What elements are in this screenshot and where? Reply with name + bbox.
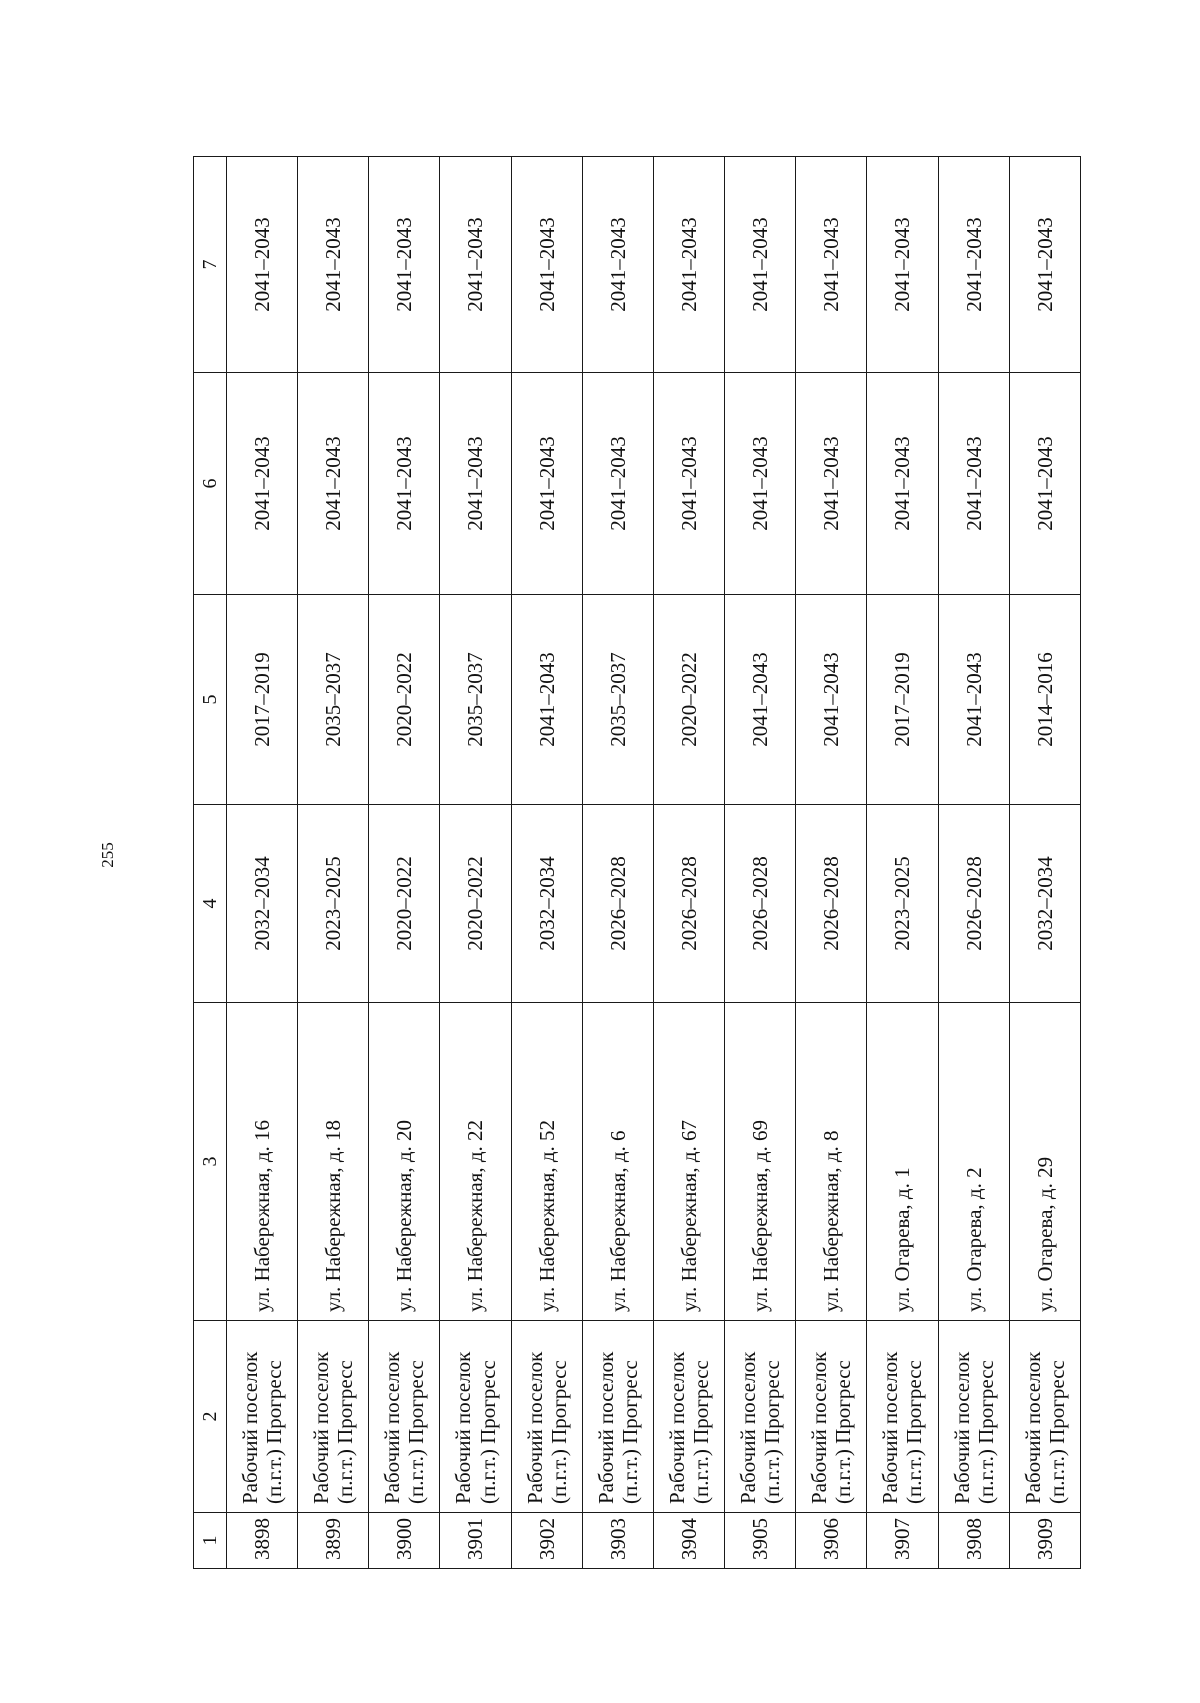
- period-cell-7: 2041–2043: [1009, 157, 1080, 373]
- settlement-cell: Рабочий поселок (п.г.т.) Прогресс: [582, 1321, 653, 1513]
- period-cell-4: 2026–2028: [582, 805, 653, 1003]
- address-cell: ул. Огарева, д. 2: [938, 1003, 1009, 1321]
- period-cell-5: 2014–2016: [1009, 595, 1080, 805]
- period-cell-5: 2020–2022: [369, 595, 440, 805]
- page-number-text: 255: [98, 842, 117, 868]
- settlement-cell: Рабочий поселок (п.г.т.) Прогресс: [227, 1321, 298, 1513]
- table-row: [796, 157, 867, 1569]
- column-number-cell: 2: [194, 1321, 227, 1513]
- column-number-row: [194, 157, 227, 1569]
- period-cell-4: 2032–2034: [511, 805, 582, 1003]
- period-cell-7: 2041–2043: [796, 157, 867, 373]
- address-cell: ул. Набережная, д. 8: [796, 1003, 867, 1321]
- table-row: [867, 157, 938, 1569]
- table-row: [1009, 157, 1080, 1569]
- settlement-cell: Рабочий поселок (п.г.т.) Прогресс: [796, 1321, 867, 1513]
- row-number-cell: 3901: [440, 1513, 511, 1569]
- period-cell-6: 2041–2043: [511, 373, 582, 595]
- period-cell-6: 2041–2043: [298, 373, 369, 595]
- period-cell-4: 2020–2022: [369, 805, 440, 1003]
- table-row: [725, 157, 796, 1569]
- period-cell-4: 2032–2034: [227, 805, 298, 1003]
- address-cell: ул. Набережная, д. 18: [298, 1003, 369, 1321]
- period-cell-4: 2026–2028: [653, 805, 724, 1003]
- settlement-cell: Рабочий поселок (п.г.т.) Прогресс: [511, 1321, 582, 1513]
- row-number-cell: 3906: [796, 1513, 867, 1569]
- period-cell-7: 2041–2043: [369, 157, 440, 373]
- column-number-cell: 4: [194, 805, 227, 1003]
- table-row: [227, 157, 298, 1569]
- column-number-cell: 1: [194, 1513, 227, 1569]
- period-cell-7: 2041–2043: [938, 157, 1009, 373]
- address-cell: ул. Набережная, д. 52: [511, 1003, 582, 1321]
- address-cell: ул. Набережная, д. 22: [440, 1003, 511, 1321]
- column-number-cell: 7: [194, 157, 227, 373]
- table-row: [298, 157, 369, 1569]
- period-cell-7: 2041–2043: [653, 157, 724, 373]
- column-number-cell: 6: [194, 373, 227, 595]
- period-cell-6: 2041–2043: [796, 373, 867, 595]
- address-cell: ул. Набережная, д. 6: [582, 1003, 653, 1321]
- row-number-cell: 3903: [582, 1513, 653, 1569]
- row-number-cell: 3909: [1009, 1513, 1080, 1569]
- settlement-cell: Рабочий поселок (п.г.т.) Прогресс: [725, 1321, 796, 1513]
- address-cell: ул. Набережная, д. 69: [725, 1003, 796, 1321]
- period-cell-5: 2035–2037: [582, 595, 653, 805]
- settlement-cell: Рабочий поселок (п.г.т.) Прогресс: [298, 1321, 369, 1513]
- period-cell-4: 2026–2028: [938, 805, 1009, 1003]
- period-cell-6: 2041–2043: [227, 373, 298, 595]
- period-cell-4: 2026–2028: [725, 805, 796, 1003]
- period-cell-7: 2041–2043: [725, 157, 796, 373]
- period-cell-5: 2017–2019: [227, 595, 298, 805]
- period-cell-7: 2041–2043: [227, 157, 298, 373]
- period-cell-7: 2041–2043: [298, 157, 369, 373]
- settlement-cell: Рабочий поселок (п.г.т.) Прогресс: [369, 1321, 440, 1513]
- table-row: [440, 157, 511, 1569]
- row-number-cell: 3905: [725, 1513, 796, 1569]
- address-cell: ул. Набережная, д. 16: [227, 1003, 298, 1321]
- period-cell-6: 2041–2043: [440, 373, 511, 595]
- period-cell-5: 2041–2043: [796, 595, 867, 805]
- period-cell-6: 2041–2043: [725, 373, 796, 595]
- address-cell: ул. Огарева, д. 1: [867, 1003, 938, 1321]
- register-table: [193, 156, 1081, 1569]
- period-cell-4: 2023–2025: [298, 805, 369, 1003]
- settlement-cell: Рабочий поселок (п.г.т.) Прогресс: [938, 1321, 1009, 1513]
- address-cell: ул. Набережная, д. 20: [369, 1003, 440, 1321]
- period-cell-5: 2041–2043: [725, 595, 796, 805]
- period-cell-7: 2041–2043: [582, 157, 653, 373]
- row-number-cell: 3899: [298, 1513, 369, 1569]
- column-number-cell: 3: [194, 1003, 227, 1321]
- period-cell-4: 2026–2028: [796, 805, 867, 1003]
- period-cell-4: 2020–2022: [440, 805, 511, 1003]
- period-cell-5: 2020–2022: [653, 595, 724, 805]
- address-cell: ул. Набережная, д. 67: [653, 1003, 724, 1321]
- row-number-cell: 3904: [653, 1513, 724, 1569]
- settlement-cell: Рабочий поселок (п.г.т.) Прогресс: [653, 1321, 724, 1513]
- period-cell-7: 2041–2043: [867, 157, 938, 373]
- period-cell-6: 2041–2043: [582, 373, 653, 595]
- table-row: [653, 157, 724, 1569]
- period-cell-6: 2041–2043: [938, 373, 1009, 595]
- table-frame: [193, 157, 1081, 1569]
- period-cell-4: 2032–2034: [1009, 805, 1080, 1003]
- settlement-cell: Рабочий поселок (п.г.т.) Прогресс: [440, 1321, 511, 1513]
- row-number-cell: 3902: [511, 1513, 582, 1569]
- period-cell-6: 2041–2043: [653, 373, 724, 595]
- period-cell-7: 2041–2043: [440, 157, 511, 373]
- period-cell-6: 2041–2043: [867, 373, 938, 595]
- period-cell-7: 2041–2043: [511, 157, 582, 373]
- settlement-cell: Рабочий поселок (п.г.т.) Прогресс: [867, 1321, 938, 1513]
- period-cell-6: 2041–2043: [369, 373, 440, 595]
- table-row: [938, 157, 1009, 1569]
- period-cell-5: 2041–2043: [938, 595, 1009, 805]
- period-cell-5: 2035–2037: [440, 595, 511, 805]
- period-cell-6: 2041–2043: [1009, 373, 1080, 595]
- settlement-cell: Рабочий поселок (п.г.т.) Прогресс: [1009, 1321, 1080, 1513]
- table-row: [369, 157, 440, 1569]
- row-number-cell: 3908: [938, 1513, 1009, 1569]
- period-cell-5: 2035–2037: [298, 595, 369, 805]
- row-number-cell: 3900: [369, 1513, 440, 1569]
- column-number-cell: 5: [194, 595, 227, 805]
- table-row: [511, 157, 582, 1569]
- address-cell: ул. Огарева, д. 29: [1009, 1003, 1080, 1321]
- period-cell-5: 2017–2019: [867, 595, 938, 805]
- table-row: [582, 157, 653, 1569]
- table-body: [194, 157, 1081, 1569]
- period-cell-5: 2041–2043: [511, 595, 582, 805]
- row-number-cell: 3907: [867, 1513, 938, 1569]
- period-cell-4: 2023–2025: [867, 805, 938, 1003]
- row-number-cell: 3898: [227, 1513, 298, 1569]
